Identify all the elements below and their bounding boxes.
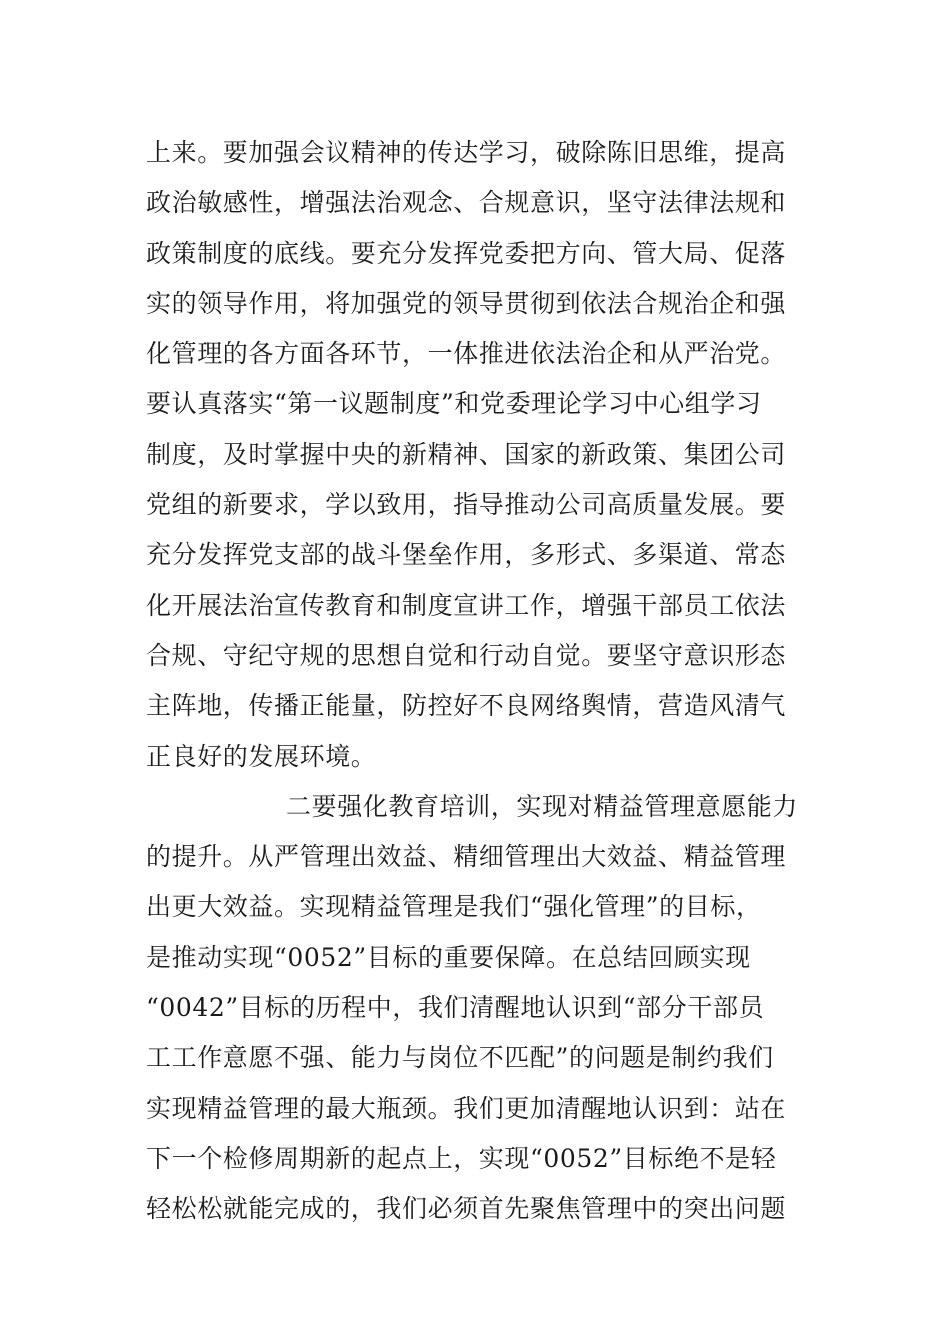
text-line-15: 的提升。从严管理出效益、精细管理出大效益、精益管理 (146, 842, 787, 872)
text-line-10: 化开展法治宣传教育和制度宣讲工作，增强干部员工依法 (146, 590, 787, 620)
text-line-2: 政治敏感性，增强法治观念、合规意识，坚守法律法规和 (146, 188, 787, 218)
text-line-22: 轻松松就能完成的，我们必须首先聚焦管理中的突出问题 (146, 1194, 787, 1224)
body-text (146, 128, 826, 1235)
text-line-20: 实现精益管理的最大瓶颈。我们更加清醒地认识到：站在 (146, 1093, 787, 1123)
text-line-21: 下一个检修周期新的起点上，实现“0052”目标绝不是轻 (146, 1143, 777, 1173)
text-line-1: 上来。要加强会议精神的传达学习，破除陈旧思维，提高 (146, 138, 787, 167)
text-line-5: 化管理的各方面各环节，一体推进依法治企和从严治党。 (146, 339, 787, 369)
text-line-19: 工工作意愿不强、能力与岗位不匹配”的问题是制约我们 (146, 1043, 774, 1073)
text-line-4: 实的领导作用，将加强党的领导贯彻到依法合规治企和强 (146, 288, 787, 318)
text-line-13: 正良好的发展环境。 (146, 741, 377, 771)
text-line-3: 政策制度的底线。要充分发挥党委把方向、管大局、促落 (146, 238, 787, 268)
text-line-7: 制度，及时掌握中央的新精神、国家的新政策、集团公司 (146, 439, 787, 469)
text-line-11: 合规、守纪守规的思想自觉和行动自觉。要坚守意识形态 (146, 640, 787, 670)
text-line-18: “0042”目标的历程中，我们清醒地认识到“部分干部员 (146, 993, 765, 1023)
text-line-6: 要认真落实“第一议题制度”和党委理论学习中心组学习 (146, 389, 762, 419)
text-line-12: 主阵地，传播正能量，防控好不良网络舆情，营造风清气 (146, 691, 787, 721)
text-line-9: 充分发挥党支部的战斗堡垒作用，多形式、多渠道、常态 (146, 540, 787, 570)
paragraph-heading-line: 二要强化教育培训，实现对精益管理意愿能力 (286, 791, 799, 821)
text-line-16: 出更大效益。实现精益管理是我们“强化管理”的目标， (146, 892, 762, 922)
text-line-8: 党组的新要求，学以致用，指导推动公司高质量发展。要 (146, 490, 787, 520)
text-line-17: 是推动实现“0052”目标的重要保障。在总结回顾实现 (146, 942, 751, 972)
